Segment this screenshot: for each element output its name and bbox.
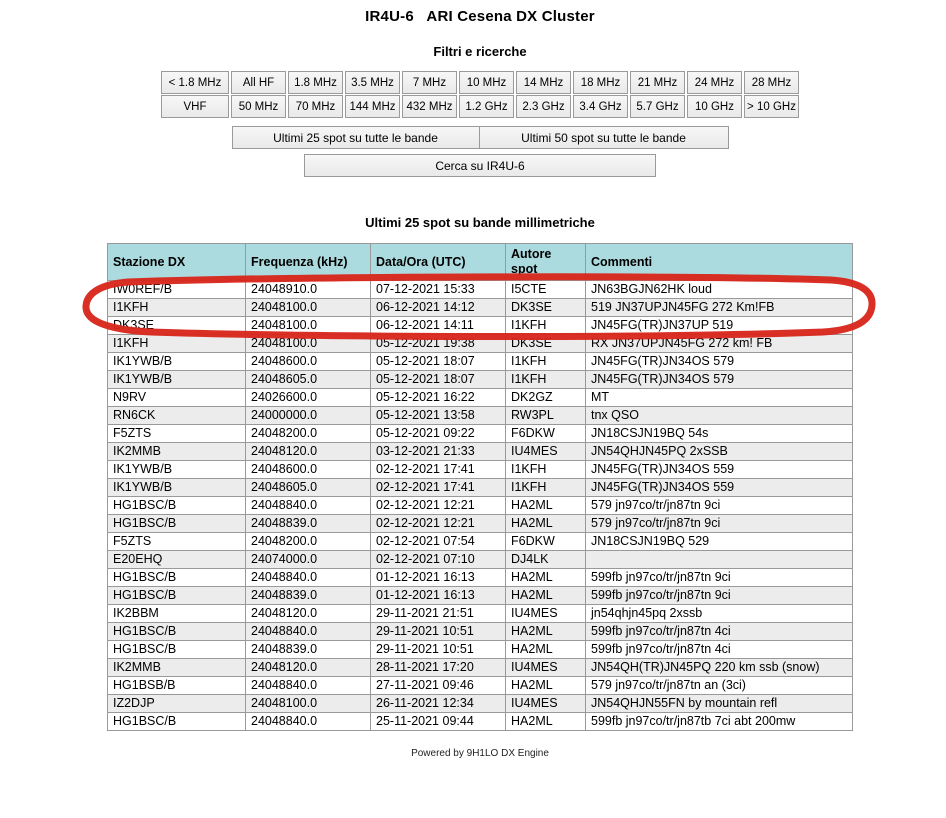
station-cell: F5ZTS bbox=[108, 533, 246, 551]
datetime-cell: 01-12-2021 16:13 bbox=[371, 569, 506, 587]
column-header-station: Stazione DX bbox=[108, 244, 246, 281]
spotter-cell: HA2ML bbox=[506, 623, 586, 641]
spotter-cell: I1KFH bbox=[506, 371, 586, 389]
spot-row bbox=[108, 497, 853, 515]
band-filter-button[interactable]: 70 MHz bbox=[288, 95, 343, 118]
comment-cell: MT bbox=[586, 389, 853, 407]
comment-cell: JN18CSJN19BQ 54s bbox=[586, 425, 853, 443]
datetime-cell: 25-11-2021 09:44 bbox=[371, 713, 506, 731]
comment-cell: 599fb jn97co/tr/jn87tb 7ci abt 200mw bbox=[586, 713, 853, 731]
station-cell: HG1BSC/B bbox=[108, 515, 246, 533]
frequency-cell: 24048120.0 bbox=[246, 443, 371, 461]
band-filter-button[interactable]: 14 MHz bbox=[516, 71, 571, 94]
frequency-cell: 24048840.0 bbox=[246, 677, 371, 695]
band-filter-button[interactable]: 2.3 GHz bbox=[516, 95, 571, 118]
frequency-cell: 24048120.0 bbox=[246, 659, 371, 677]
station-cell: HG1BSC/B bbox=[108, 623, 246, 641]
spotter-cell: HA2ML bbox=[506, 497, 586, 515]
spotter-cell: F6DKW bbox=[506, 425, 586, 443]
column-header-frequency: Frequenza (kHz) bbox=[246, 244, 371, 281]
spotter-cell: HA2ML bbox=[506, 713, 586, 731]
spot-row bbox=[108, 461, 853, 479]
spotter-cell: IU4MES bbox=[506, 695, 586, 713]
spotter-cell: HA2ML bbox=[506, 677, 586, 695]
band-filter-button[interactable]: 5.7 GHz bbox=[630, 95, 685, 118]
frequency-cell: 24048839.0 bbox=[246, 641, 371, 659]
spotter-cell: DK3SE bbox=[506, 299, 586, 317]
frequency-cell: 24048200.0 bbox=[246, 425, 371, 443]
comment-cell: JN45FG(TR)JN34OS 559 bbox=[586, 461, 853, 479]
frequency-cell: 24048840.0 bbox=[246, 497, 371, 515]
spot-row bbox=[108, 569, 853, 587]
comment-cell: 599fb jn97co/tr/jn87tn 9ci bbox=[586, 587, 853, 605]
spotter-cell: I1KFH bbox=[506, 317, 586, 335]
spots-table bbox=[107, 243, 853, 731]
band-filter-button[interactable]: VHF bbox=[161, 95, 229, 118]
frequency-cell: 24048840.0 bbox=[246, 713, 371, 731]
frequency-cell: 24048910.0 bbox=[246, 281, 371, 299]
comment-cell: JN54QHJN55FN by mountain refl bbox=[586, 695, 853, 713]
comment-cell: JN54QH(TR)JN45PQ 220 km ssb (snow) bbox=[586, 659, 853, 677]
spot-row bbox=[108, 407, 853, 425]
frequency-cell: 24048100.0 bbox=[246, 335, 371, 353]
spot-row bbox=[108, 659, 853, 677]
comment-cell: JN54QHJN45PQ 2xSSB bbox=[586, 443, 853, 461]
spotter-cell: HA2ML bbox=[506, 641, 586, 659]
datetime-cell: 27-11-2021 09:46 bbox=[371, 677, 506, 695]
frequency-cell: 24048120.0 bbox=[246, 605, 371, 623]
dx-cluster-page bbox=[0, 8, 946, 759]
spot-row bbox=[108, 479, 853, 497]
datetime-cell: 05-12-2021 13:58 bbox=[371, 407, 506, 425]
spot-row bbox=[108, 515, 853, 533]
station-cell: I1KFH bbox=[108, 335, 246, 353]
spots-section-title: Ultimi 25 spot su bande millimetriche bbox=[365, 215, 595, 230]
frequency-cell: 24048100.0 bbox=[246, 299, 371, 317]
datetime-cell: 29-11-2021 10:51 bbox=[371, 641, 506, 659]
band-filter-button[interactable]: 10 GHz bbox=[687, 95, 742, 118]
band-filter-button[interactable]: 1.8 MHz bbox=[288, 71, 343, 94]
datetime-cell: 29-11-2021 21:51 bbox=[371, 605, 506, 623]
band-filter-button[interactable]: 144 MHz bbox=[345, 95, 400, 118]
band-filter-button[interactable]: 50 MHz bbox=[231, 95, 286, 118]
frequency-cell: 24048839.0 bbox=[246, 515, 371, 533]
frequency-cell: 24048605.0 bbox=[246, 479, 371, 497]
band-filter-button[interactable]: 3.4 GHz bbox=[573, 95, 628, 118]
frequency-cell: 24000000.0 bbox=[246, 407, 371, 425]
spot-row bbox=[108, 425, 853, 443]
last-25-spots-button[interactable]: Ultimi 25 spot su tutte le bande bbox=[232, 126, 480, 149]
band-filter-button[interactable]: 10 MHz bbox=[459, 71, 514, 94]
frequency-cell: 24048840.0 bbox=[246, 623, 371, 641]
station-cell: I1KFH bbox=[108, 299, 246, 317]
station-cell: E20EHQ bbox=[108, 551, 246, 569]
comment-cell: 599fb jn97co/tr/jn87tn 9ci bbox=[586, 569, 853, 587]
station-cell: IZ2DJP bbox=[108, 695, 246, 713]
comment-cell bbox=[586, 551, 853, 569]
station-cell: HG1BSC/B bbox=[108, 587, 246, 605]
frequency-cell: 24074000.0 bbox=[246, 551, 371, 569]
powered-by-text: Powered by 9H1LO DX Engine bbox=[411, 748, 549, 759]
column-header-comments: Commenti bbox=[586, 244, 853, 281]
band-filter-grid bbox=[161, 71, 799, 118]
station-cell: IK2MMB bbox=[108, 443, 246, 461]
filters-section-title: Filtri e ricerche bbox=[433, 44, 527, 59]
spotter-cell: I1KFH bbox=[506, 461, 586, 479]
comment-cell: jn54qhjn45pq 2xssb bbox=[586, 605, 853, 623]
spotter-cell: F6DKW bbox=[506, 533, 586, 551]
column-header-datetime: Data/Ora (UTC) bbox=[371, 244, 506, 281]
spotter-cell: DK3SE bbox=[506, 335, 586, 353]
spotter-cell: IU4MES bbox=[506, 443, 586, 461]
station-cell: HG1BSC/B bbox=[108, 713, 246, 731]
spotter-cell: DK2GZ bbox=[506, 389, 586, 407]
spotter-cell: RW3PL bbox=[506, 407, 586, 425]
comment-cell: 579 jn97co/tr/jn87tn 9ci bbox=[586, 497, 853, 515]
station-cell: IK2BBM bbox=[108, 605, 246, 623]
spot-row bbox=[108, 695, 853, 713]
comment-cell: 599fb jn97co/tr/jn87tn 4ci bbox=[586, 641, 853, 659]
datetime-cell: 06-12-2021 14:12 bbox=[371, 299, 506, 317]
comment-cell: JN18CSJN19BQ 529 bbox=[586, 533, 853, 551]
spot-row bbox=[108, 317, 853, 335]
station-cell: HG1BSC/B bbox=[108, 641, 246, 659]
datetime-cell: 02-12-2021 12:21 bbox=[371, 515, 506, 533]
spot-row bbox=[108, 623, 853, 641]
frequency-cell: 24048100.0 bbox=[246, 317, 371, 335]
station-cell: N9RV bbox=[108, 389, 246, 407]
datetime-cell: 06-12-2021 14:11 bbox=[371, 317, 506, 335]
search-button-row bbox=[14, 154, 946, 177]
spotter-cell: HA2ML bbox=[506, 587, 586, 605]
comment-cell: RX JN37UPJN45FG 272 km! FB bbox=[586, 335, 853, 353]
station-cell: IK2MMB bbox=[108, 659, 246, 677]
comment-cell: JN45FG(TR)JN37UP 519 bbox=[586, 317, 853, 335]
band-filter-button[interactable]: 18 MHz bbox=[573, 71, 628, 94]
spot-row bbox=[108, 551, 853, 569]
band-filter-button[interactable]: < 1.8 MHz bbox=[161, 71, 229, 94]
datetime-cell: 29-11-2021 10:51 bbox=[371, 623, 506, 641]
band-filter-button[interactable]: 3.5 MHz bbox=[345, 71, 400, 94]
band-filter-button[interactable]: 432 MHz bbox=[402, 95, 457, 118]
comment-cell: JN45FG(TR)JN34OS 579 bbox=[586, 353, 853, 371]
search-ir4u6-button[interactable]: Cerca su IR4U-6 bbox=[304, 154, 656, 177]
datetime-cell: 02-12-2021 17:41 bbox=[371, 479, 506, 497]
datetime-cell: 03-12-2021 21:33 bbox=[371, 443, 506, 461]
spot-row bbox=[108, 335, 853, 353]
band-filter-button[interactable]: 1.2 GHz bbox=[459, 95, 514, 118]
comment-cell: 599fb jn97co/tr/jn87tn 4ci bbox=[586, 623, 853, 641]
comment-cell: 519 JN37UPJN45FG 272 Km!FB bbox=[586, 299, 853, 317]
band-filter-button[interactable]: 7 MHz bbox=[402, 71, 457, 94]
frequency-cell: 24048600.0 bbox=[246, 461, 371, 479]
station-cell: HG1BSC/B bbox=[108, 497, 246, 515]
comment-cell: JN45FG(TR)JN34OS 559 bbox=[586, 479, 853, 497]
spot-row bbox=[108, 281, 853, 299]
comment-cell: JN63BGJN62HK loud bbox=[586, 281, 853, 299]
frequency-cell: 24048839.0 bbox=[246, 587, 371, 605]
comment-cell: 579 jn97co/tr/jn87tn 9ci bbox=[586, 515, 853, 533]
band-filter-button[interactable]: 28 MHz bbox=[744, 71, 799, 94]
station-cell: IK1YWB/B bbox=[108, 353, 246, 371]
spotter-cell: DJ4LK bbox=[506, 551, 586, 569]
frequency-cell: 24048840.0 bbox=[246, 569, 371, 587]
datetime-cell: 05-12-2021 09:22 bbox=[371, 425, 506, 443]
frequency-cell: 24026600.0 bbox=[246, 389, 371, 407]
spot-row bbox=[108, 605, 853, 623]
station-cell: HG1BSC/B bbox=[108, 569, 246, 587]
band-filter-button[interactable]: 21 MHz bbox=[630, 71, 685, 94]
station-cell: HG1BSB/B bbox=[108, 677, 246, 695]
comment-cell: 579 jn97co/tr/jn87tn an (3ci) bbox=[586, 677, 853, 695]
datetime-cell: 07-12-2021 15:33 bbox=[371, 281, 506, 299]
comment-cell: tnx QSO bbox=[586, 407, 853, 425]
datetime-cell: 28-11-2021 17:20 bbox=[371, 659, 506, 677]
spotter-cell: IU4MES bbox=[506, 605, 586, 623]
spotter-cell: IU4MES bbox=[506, 659, 586, 677]
datetime-cell: 02-12-2021 07:10 bbox=[371, 551, 506, 569]
spot-row bbox=[108, 389, 853, 407]
datetime-cell: 05-12-2021 16:22 bbox=[371, 389, 506, 407]
datetime-cell: 05-12-2021 18:07 bbox=[371, 371, 506, 389]
datetime-cell: 26-11-2021 12:34 bbox=[371, 695, 506, 713]
spot-row bbox=[108, 443, 853, 461]
frequency-cell: 24048605.0 bbox=[246, 371, 371, 389]
spotter-cell: I5CTE bbox=[506, 281, 586, 299]
station-cell: IK1YWB/B bbox=[108, 479, 246, 497]
station-cell: IK1YWB/B bbox=[108, 371, 246, 389]
station-cell: DK3SE bbox=[108, 317, 246, 335]
band-filter-button[interactable]: > 10 GHz bbox=[744, 95, 799, 118]
station-cell: IK1YWB/B bbox=[108, 461, 246, 479]
spot-row bbox=[108, 353, 853, 371]
datetime-cell: 01-12-2021 16:13 bbox=[371, 587, 506, 605]
datetime-cell: 02-12-2021 07:54 bbox=[371, 533, 506, 551]
spot-row bbox=[108, 299, 853, 317]
spot-buttons-row bbox=[14, 126, 946, 149]
station-cell: IW0REF/B bbox=[108, 281, 246, 299]
datetime-cell: 05-12-2021 18:07 bbox=[371, 353, 506, 371]
frequency-cell: 24048200.0 bbox=[246, 533, 371, 551]
frequency-cell: 24048100.0 bbox=[246, 695, 371, 713]
spot-row bbox=[108, 587, 853, 605]
column-header-spotter: Autore spot bbox=[506, 244, 586, 281]
datetime-cell: 05-12-2021 19:38 bbox=[371, 335, 506, 353]
table-header-row bbox=[108, 244, 853, 281]
spotter-cell: I1KFH bbox=[506, 353, 586, 371]
band-filter-button[interactable]: 24 MHz bbox=[687, 71, 742, 94]
spot-row bbox=[108, 713, 853, 731]
spot-row bbox=[108, 641, 853, 659]
spot-row bbox=[108, 371, 853, 389]
spot-row bbox=[108, 533, 853, 551]
spot-row bbox=[108, 677, 853, 695]
last-50-spots-button[interactable]: Ultimi 50 spot su tutte le bande bbox=[479, 126, 729, 149]
spotter-cell: HA2ML bbox=[506, 569, 586, 587]
station-cell: F5ZTS bbox=[108, 425, 246, 443]
spots-table-wrap bbox=[107, 243, 853, 731]
spotter-cell: HA2ML bbox=[506, 515, 586, 533]
datetime-cell: 02-12-2021 17:41 bbox=[371, 461, 506, 479]
band-filter-button[interactable]: All HF bbox=[231, 71, 286, 94]
frequency-cell: 24048600.0 bbox=[246, 353, 371, 371]
spotter-cell: I1KFH bbox=[506, 479, 586, 497]
page-title: IR4U-6 ARI Cesena DX Cluster bbox=[365, 8, 595, 25]
comment-cell: JN45FG(TR)JN34OS 579 bbox=[586, 371, 853, 389]
datetime-cell: 02-12-2021 12:21 bbox=[371, 497, 506, 515]
station-cell: RN6CK bbox=[108, 407, 246, 425]
